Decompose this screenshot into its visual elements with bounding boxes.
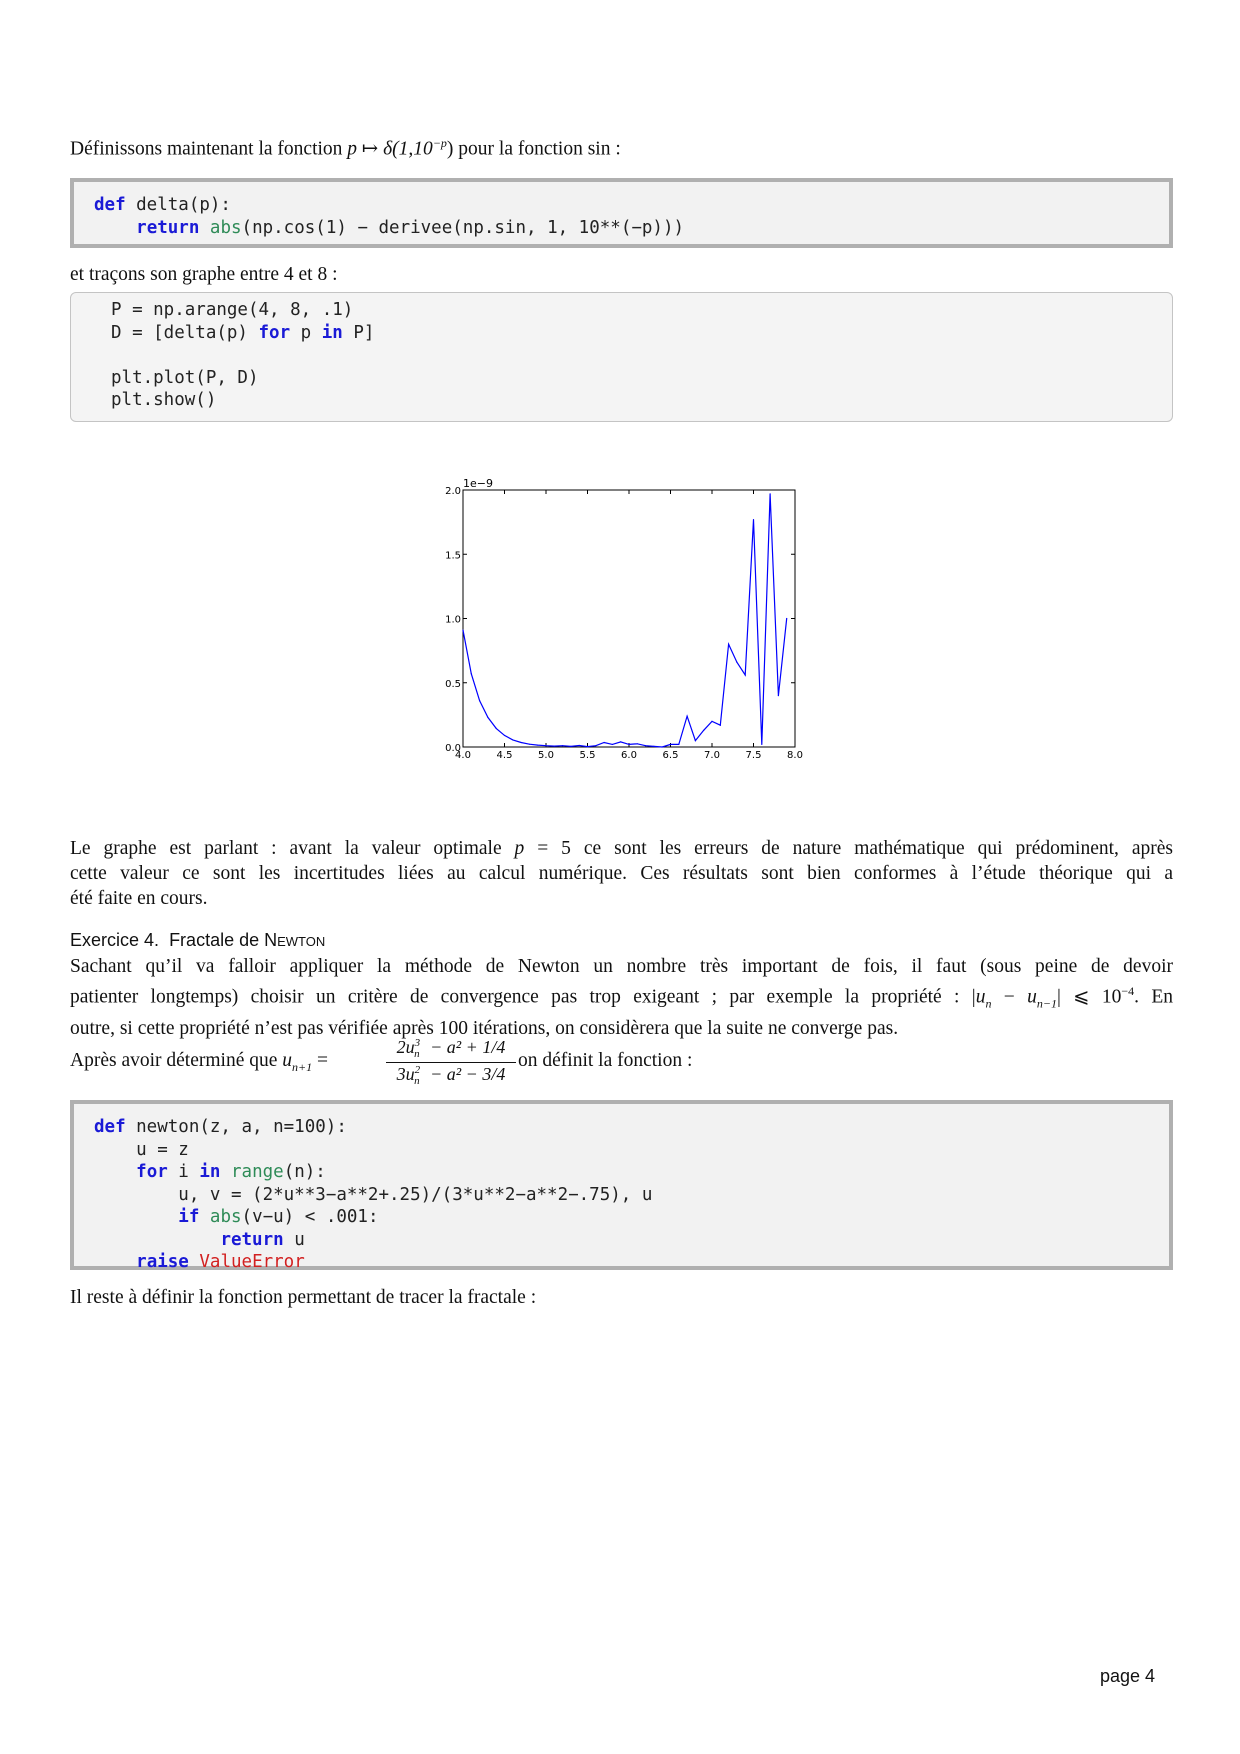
code-line: p [290,322,322,343]
sub-n-plus-1: n+1 [292,1059,313,1074]
code-line: plt.plot(P, D) [111,367,259,388]
x-tick-label: 4.0 [455,750,471,761]
kw-for: for [258,322,291,343]
sub-n-1: n−1 [1036,996,1057,1011]
recurrence-before: Après avoir déterminé que [70,1050,283,1071]
exercise-title: Fractale de [169,930,265,950]
exercise-text: . En [1134,986,1174,1008]
exercise-line-3: outre, si cette propriété n’est pas vérifiée après 100 itérations, on considèrera que la suite ne converge pas. [70,1018,899,1040]
code-line: i [167,1162,200,1182]
fraction-denominator [386,1063,516,1088]
kw-def: def [94,1117,126,1137]
kw-in: in [321,322,343,343]
data-point [562,745,563,746]
data-point [753,519,754,520]
data-point [595,745,596,746]
code-line: plt.show() [111,390,217,410]
builtin-range: range [231,1162,284,1182]
data-point [670,744,671,745]
data-point [521,742,522,743]
num-sup: 3 [414,1037,421,1049]
data-point [496,728,497,729]
data-point [612,744,613,745]
data-point [662,746,663,747]
code-block-plot [70,292,1173,422]
exercise-label: Exercice 4. [70,930,160,950]
data-point [471,673,472,674]
y-tick-label: 0.5 [445,678,461,690]
code-block-delta [70,178,1173,248]
plot-frame [463,490,795,747]
code-newton-text [94,1116,652,1274]
x-tick-label: 6.0 [621,750,637,761]
y-tick-label: 2.0 [445,486,461,497]
data-point [587,746,588,747]
code-delta-text [94,194,684,239]
data-point [554,746,555,747]
data-points [462,493,787,747]
sub-n: n [985,996,992,1011]
conclusion-line-3: été faite en cours. [70,888,208,909]
code-line: P] [342,322,375,343]
y-tick-label: 1.5 [445,550,461,562]
exercise-line-2 [70,979,1173,1016]
y-axis [445,486,795,754]
data-point [778,695,779,696]
num-2u: 2u [396,1037,415,1057]
data-point [645,745,646,746]
intro-text-after: pour la fonction sin : [453,138,621,160]
data-point [770,493,771,494]
kw-for: for [136,1162,168,1182]
builtin-abs: abs [209,217,242,238]
delta-formula: p ↦ δ(1,10 [347,138,433,160]
data-point [678,744,679,745]
kw-return: return [220,1229,284,1250]
data-point [512,739,513,740]
data-point [736,662,737,663]
var-u: u [1027,986,1037,1008]
num-rest: − a² + 1/4 [425,1037,506,1057]
conclusion-text: = 5 ce sont les erreurs de nature mathématique qui prédominent, après [524,838,1173,859]
num-sub: n [414,1048,420,1060]
data-point [620,741,621,742]
final-paragraph: Il reste à définir la fonction permettant de tracer la fractale : [70,1287,537,1308]
data-point [728,644,729,645]
var-u: u [282,1050,293,1071]
kw-if: if [178,1207,200,1227]
conclusion-text: Le graphe est parlant : avant la valeur optimale [70,838,515,859]
plot-intro-paragraph: et traçons son graphe entre 4 et 8 : [70,264,338,285]
equals: = [312,1050,328,1071]
code-line: P = np.arange(4, 8, .1) [111,300,354,320]
code-line: (np.cos(1) − derivee(np.sin, 1, 10**(−p))) [241,217,685,238]
fraction-numerator [386,1036,516,1063]
code-plot-text [111,299,374,412]
data-point [604,742,605,743]
code-line: u, v = (2*u**3−a**2+.25)/(3*u**2−a**2−.75), u [94,1184,653,1205]
x-tick-label: 8.0 [787,750,803,761]
den-3u: 3u [396,1064,415,1084]
recurrence-after: on définit la fonction : [518,1050,693,1071]
code-line: (v−u) < .001: [241,1207,379,1227]
code-line: newton(z, a, n=100): [125,1117,347,1137]
intro-text: Définissons maintenant la fonction [70,138,348,160]
data-point [703,730,704,731]
exercise-line-1: Sachant qu’il va falloir appliquer la méthode de Newton un nombre très important de fois, il faut (sous peine de devoir [70,956,1173,977]
data-point [637,743,638,744]
delta-exponent: −p [432,136,447,150]
fraction [386,1036,516,1088]
data-point [479,700,480,701]
kw-def: def [94,195,126,215]
y-multiplier-label: 1e−9 [463,477,493,490]
recurrence-text [70,1050,328,1075]
data-point [711,721,712,722]
delta-formula-end: ) [446,138,454,160]
x-axis [455,490,803,761]
data-point [687,716,688,717]
x-tick-label: 7.0 [704,750,720,761]
code-line: D = [delta(p) [111,322,259,343]
exercise-name: Newton [264,930,326,950]
x-tick-label: 5.5 [579,750,596,761]
exp-minus-4: −4 [1121,984,1135,998]
data-point [462,629,463,630]
data-point [487,717,488,718]
x-tick-label: 6.5 [662,750,679,761]
data-point [720,725,721,726]
den-sub: n [414,1075,420,1087]
exercise-paragraph [70,954,1173,1041]
exercise-text: patienter longtemps) choisir un critère de convergence pas trop exigeant ; par exemple la propriété : | [70,986,976,1008]
data-point [579,745,580,746]
y-tick-label: 1.0 [445,614,461,626]
conclusion-line-2: cette valeur ce sont les incertitudes liées au calcul numérique. Ces résultats sont bien conformes à l’étude théorique qui a [70,863,1173,884]
page-number: page 4 [1100,1666,1156,1686]
code-block-newton [70,1100,1173,1270]
data-point [653,746,654,747]
data-point [761,744,762,745]
error-plot [410,470,900,800]
recurrence-line [70,1036,1173,1088]
exception-name: ValueError [199,1252,305,1272]
conclusion-line-1 [70,836,1173,861]
conclusion-paragraph [70,836,1173,911]
kw-raise: raise [136,1252,189,1272]
code-indent [94,218,136,238]
x-tick-label: 5.0 [538,750,554,761]
data-point [570,746,571,747]
code-line: (n): [283,1162,326,1182]
intro-paragraph [70,131,621,162]
x-tick-label: 7.5 [745,750,762,761]
code-line: u [283,1229,305,1250]
data-point [504,735,505,736]
x-tick-label: 4.5 [496,750,513,761]
data-point [628,744,629,745]
data-point [695,740,696,741]
var-p: p [514,838,525,859]
data-point [745,674,746,675]
den-rest: − a² − 3/4 [425,1064,506,1084]
den-sup: 2 [414,1064,421,1076]
var-u: u [975,986,986,1008]
y-tick-label: 0.0 [445,743,461,754]
minus: − [991,986,1028,1008]
exercise-heading [70,930,325,951]
data-point [537,744,538,745]
le-10: | ⩽ 10 [1056,986,1122,1008]
code-line: delta(p): [125,195,231,215]
data-point [529,744,530,745]
series-line [463,494,787,747]
kw-return: return [136,217,200,238]
kw-in: in [199,1162,221,1182]
data-point [786,618,787,619]
data-point [545,745,546,746]
builtin-abs: abs [209,1207,242,1227]
code-line: u = z [94,1139,189,1160]
